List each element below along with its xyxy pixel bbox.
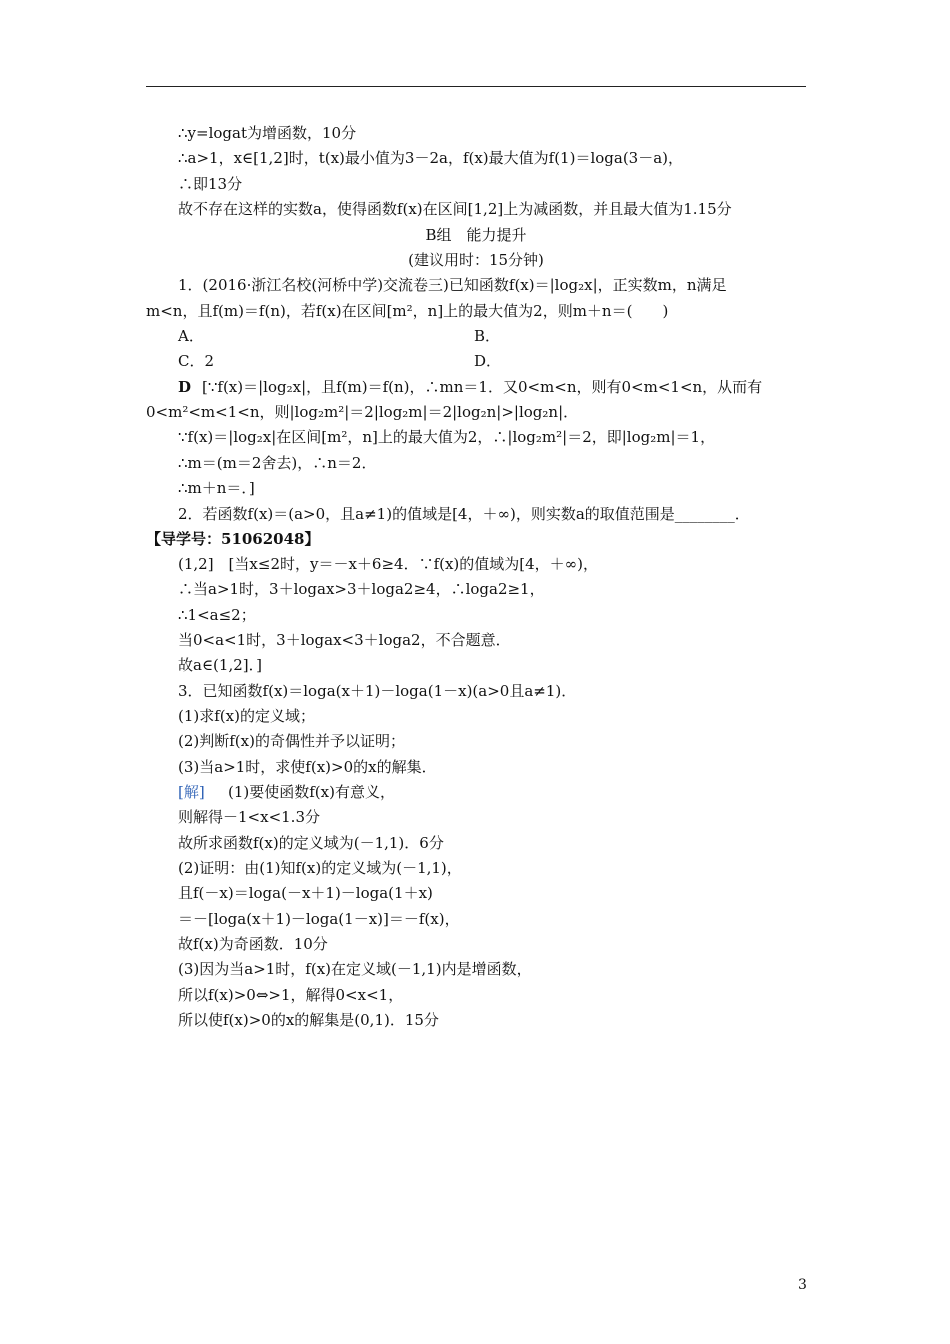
option-c: C．2 bbox=[178, 352, 215, 370]
solution-line-6: ＝－[loga(x＋1)－loga(1－x)]＝－f(x)， bbox=[178, 910, 460, 928]
answer-1-line-2: 0<m²<m<1<n，则|log₂m²|＝2|log₂m|＝2|log₂n|>|log₂n|． bbox=[146, 403, 579, 421]
solution-line-1: (1)要使函数f(x)有意义， bbox=[228, 783, 395, 801]
answer-1-line-3: ∵f(x)＝|log₂x|在区间[m²，n]上的最大值为2，∴|log₂m²|＝2，即|log₂m|＝1， bbox=[178, 428, 716, 446]
answer-2-line-1: (1,2] [当x≤2时，y＝－x＋6≥4．∵f(x)的值域为[4，＋∞)， bbox=[178, 555, 599, 573]
answer-1-letter: D bbox=[178, 378, 192, 396]
solution-line-9: 所以f(x)>0⇔>1，解得0<x<1， bbox=[178, 986, 404, 1004]
answer-2-line-3: ∴1<a≤2； bbox=[178, 606, 256, 624]
answer-2-line-5: 故a∈(1,2]．] bbox=[178, 656, 262, 674]
section-heading: B组 能力提升 bbox=[425, 226, 527, 244]
solution-line-5: 且f(－x)＝loga(－x＋1)－loga(1＋x) bbox=[178, 884, 433, 902]
answer-2-line-2: ∴当a>1时，3＋logax>3＋loga2≥4，∴loga2≥1， bbox=[178, 580, 545, 598]
solution-line-3: 故所求函数f(x)的定义域为(－1,1)．6分 bbox=[178, 834, 444, 852]
page-number: 3 bbox=[798, 1277, 807, 1293]
question-2: 2．若函数f(x)＝(a>0，且a≠1)的值域是[4，＋∞)，则实数a的取值范围是________． bbox=[178, 505, 750, 523]
answer-1-line-5: ∴m＋n＝．] bbox=[178, 479, 255, 497]
question-3: 3．已知函数f(x)＝loga(x＋1)－loga(1－x)(a>0且a≠1)． bbox=[178, 682, 577, 700]
solution-line-7: 故f(x)为奇函数．10分 bbox=[178, 935, 328, 953]
question-3-part-1: (1)求f(x)的定义域； bbox=[178, 707, 315, 725]
header-rule bbox=[146, 86, 806, 87]
solution-line-4: (2)证明：由(1)知f(x)的定义域为(－1,1)， bbox=[178, 859, 462, 877]
text-line-3: ∴即13分 bbox=[178, 175, 243, 193]
text-line-2: ∴a>1，x∈[1,2]时，t(x)最小值为3－2a，f(x)最大值为f(1)＝loga(3－a)， bbox=[178, 149, 684, 167]
question-3-part-2: (2)判断f(x)的奇偶性并予以证明； bbox=[178, 732, 405, 750]
solution-label: [解] bbox=[178, 783, 205, 801]
question-1: 1．(2016·浙江名校(河桥中学)交流卷三)已知函数f(x)＝|log₂x|，正实数m，n满足 bbox=[178, 276, 727, 294]
solution-line-8: (3)因为当a>1时，f(x)在定义域(－1,1)内是增函数， bbox=[178, 960, 532, 978]
solution-line-2: 则解得－1<x<1.3分 bbox=[178, 808, 320, 826]
answer-2-line-4: 当0<a<1时，3＋logax<3＋loga2，不合题意． bbox=[178, 631, 511, 649]
solution-line-10: 所以使f(x)>0的x的解集是(0,1)．15分 bbox=[178, 1011, 439, 1029]
guide-number: 【导学号：51062048】 bbox=[146, 530, 320, 548]
option-a: A． bbox=[178, 327, 204, 345]
text-line-1: ∴y=logat为增函数，10分 bbox=[178, 124, 357, 142]
option-d: D． bbox=[474, 352, 502, 370]
option-b: B． bbox=[474, 327, 501, 345]
time-suggestion: (建议用时：15分钟) bbox=[408, 251, 544, 269]
answer-1-line-4: ∴m＝(m＝2舍去)，∴n＝2． bbox=[178, 454, 377, 472]
question-3-part-3: (3)当a>1时，求使f(x)>0的x的解集． bbox=[178, 758, 437, 776]
question-1-cont: m<n，且f(m)＝f(n)，若f(x)在区间[m²，n]上的最大值为2，则m＋n＝( ) bbox=[146, 302, 669, 320]
answer-1-explanation: [∵f(x)＝|log₂x|，且f(m)＝f(n)，∴mn＝1．又0<m<n，则有0<m<1<n，从而有 bbox=[202, 378, 763, 396]
text-line-4: 故不存在这样的实数a，使得函数f(x)在区间[1,2]上为减函数，并且最大值为1.15分 bbox=[178, 200, 732, 218]
